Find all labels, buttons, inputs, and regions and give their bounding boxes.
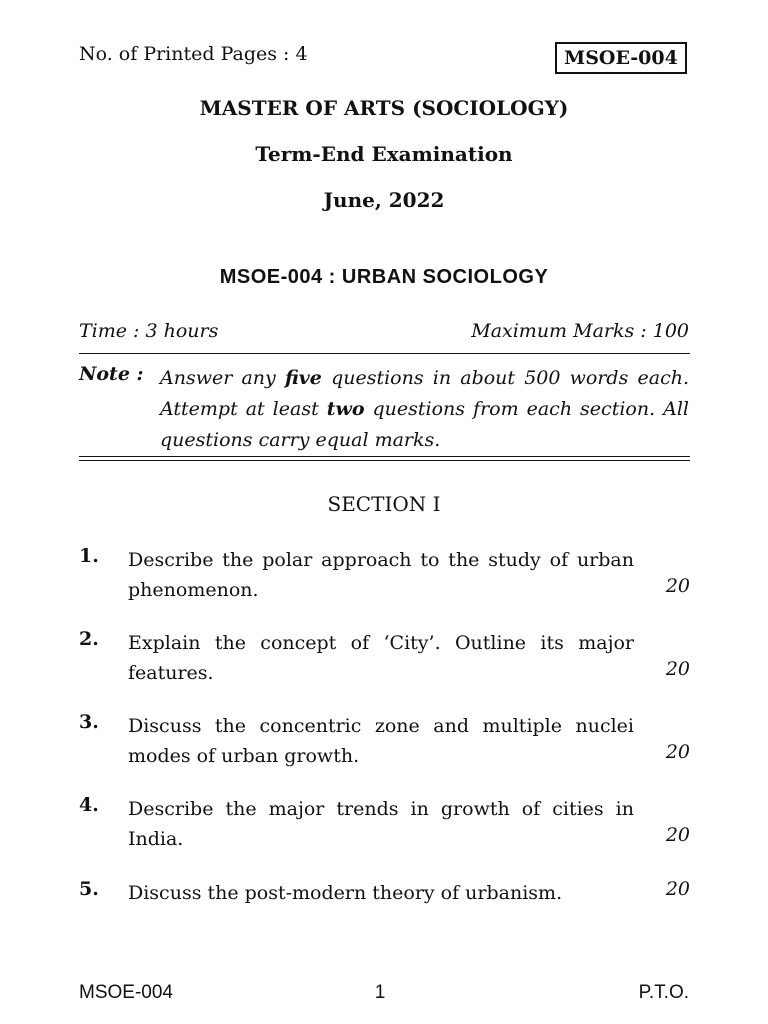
- divider-line: [79, 353, 690, 354]
- section-title: SECTION I: [327, 492, 441, 516]
- course-title: MSOE-004 : URBAN SOCIOLOGY: [219, 266, 549, 288]
- question-marks: 20: [665, 658, 690, 680]
- question-text: Discuss the post-modern theory of urbanism.: [128, 882, 563, 904]
- footer-pto: P.T.O.: [638, 982, 689, 1003]
- note-emphasis-two: two: [326, 398, 365, 420]
- degree-title: MASTER OF ARTS (SOCIOLOGY): [199, 96, 569, 120]
- question-marks: 20: [665, 741, 690, 763]
- question-number: 3.: [79, 711, 99, 733]
- time-allowed: Time : 3 hours: [79, 320, 219, 342]
- question-marks: 20: [665, 824, 690, 846]
- question-marks: 20: [665, 878, 690, 900]
- footer-page-number: 1: [374, 982, 386, 1003]
- footer-paper-code: MSOE-004: [79, 982, 173, 1003]
- question-number: 2.: [79, 628, 99, 650]
- question-text: Describe the major trends in growth of cities in India.: [128, 798, 634, 850]
- exam-title: Term-End Examination: [255, 142, 513, 166]
- maximum-marks: Maximum Marks : 100: [471, 320, 689, 342]
- note-part-1: Answer any: [160, 367, 276, 389]
- question-marks: 20: [665, 575, 690, 597]
- question-text: Discuss the concentric zone and multiple nuclei modes of urban growth.: [128, 715, 634, 767]
- note-part-2: questions in about 500 words each. Attempt at least: [160, 367, 689, 420]
- double-divider-line: [79, 456, 690, 461]
- exam-session: June, 2022: [323, 188, 445, 212]
- note-label: Note :: [79, 363, 144, 385]
- question-number: 1.: [79, 545, 99, 567]
- note-part-3: questions from each section. All questions carry equal marks.: [160, 398, 689, 451]
- question-text: Describe the polar approach to the study of urban phenomenon.: [128, 549, 634, 601]
- question-number: 5.: [79, 878, 99, 900]
- printed-pages-count: No. of Printed Pages : 4: [79, 43, 308, 65]
- note-emphasis-five: five: [284, 367, 322, 389]
- question-number: 4.: [79, 794, 99, 816]
- note-text: [160, 363, 689, 456]
- paper-code-box: MSOE-004: [555, 42, 687, 74]
- question-text: Explain the concept of ‘City’. Outline its major features.: [128, 632, 634, 684]
